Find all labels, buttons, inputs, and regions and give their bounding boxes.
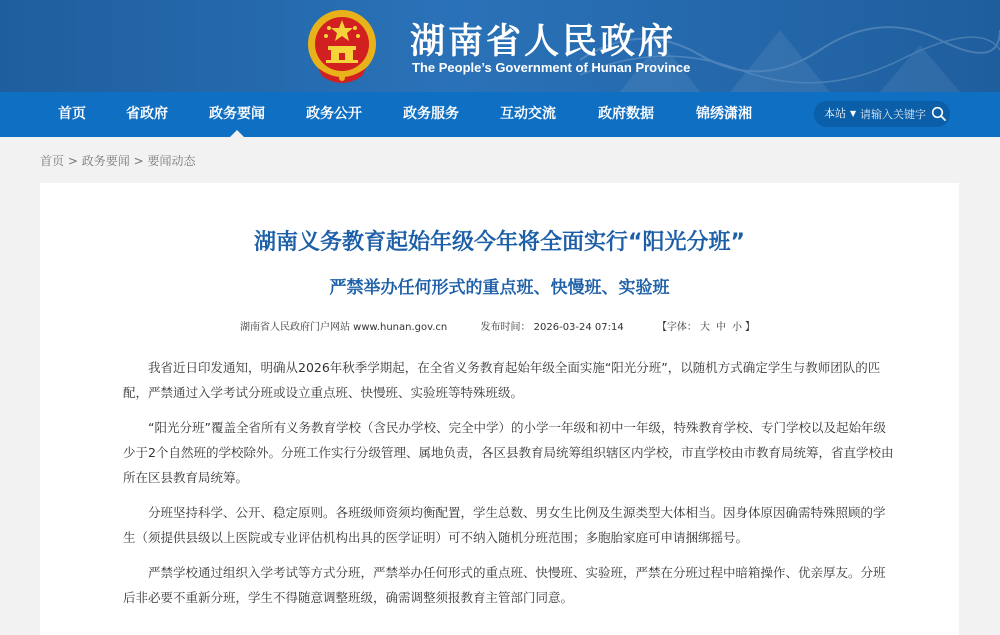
nav-item-government-services[interactable]: 政务服务 [403, 106, 459, 122]
national-emblem-icon [304, 6, 380, 86]
article-title: 湖南义务教育起始年级今年将全面实行“阳光分班” [254, 230, 745, 255]
article-meta [240, 318, 785, 333]
search-input[interactable] [860, 105, 930, 123]
font-size-large-button[interactable]: 大 [699, 322, 710, 333]
article-paragraph: 我省近日印发通知，明确从2026年秋季学期起，在全省义务教育起始年级全面实施“阳光分班”，以随机方式确定学生与教师团队的匹配，严禁通过入学考试分班或设立重点班、快慢班、实验班等特殊班级。 [123, 360, 881, 400]
site-title: 湖南省人民政府 [410, 22, 677, 62]
nav-item-provincial-government[interactable]: 省政府 [126, 106, 168, 122]
nav-item-splendid-xiaoxiang[interactable]: 锦绣潇湘 [696, 106, 752, 122]
breadcrumb-separator: > [133, 154, 144, 168]
nav-item-interaction[interactable]: 互动交流 [500, 106, 556, 122]
article-subtitle: 严禁举办任何形式的重点班、快慢班、实验班 [329, 278, 670, 298]
font-size-end: 】 [744, 322, 755, 333]
search-box [814, 101, 950, 127]
nav-item-government-data[interactable]: 政府数据 [598, 106, 654, 122]
search-scope-select[interactable]: 本站 [824, 107, 846, 120]
font-size-control [657, 322, 755, 333]
breadcrumb-home[interactable]: 首页 [40, 154, 65, 168]
breadcrumb-news-updates[interactable]: 要闻动态 [147, 154, 196, 168]
article-paragraph: 分班坚持科学、公开、稳定原则。各班级师资须均衡配置，学生总数、男女生比例及生源类型大体相当。因身体原因确需特殊照顾的学生（须提供县级以上医院或专业评估机构出具的医学证明）可不纳入随机分班范围；多胞胎家庭可申请捆绑摇号。 [123, 505, 886, 545]
article-body [123, 355, 896, 620]
font-size-medium-button[interactable]: 中 [715, 322, 726, 333]
search-icon[interactable] [931, 106, 946, 121]
site-header [0, 0, 1000, 92]
nav-item-home[interactable]: 首页 [58, 106, 86, 122]
site-subtitle: The People’s Government of Hunan Province [412, 60, 691, 75]
article-paragraph: “阳光分班”覆盖全省所有义务教育学校（含民办学校、完全中学）的小学一年级和初中一年级，特殊教育学校、专门学校以及起始年级少于2个自然班的学校除外。分班工作实行分级管理、属地负责，各区县教育局统筹组织辖区内学校，市直学校由市教育局统筹，省直学校由所在区县教育局统筹。 [123, 420, 894, 485]
article-publish-time: 发布时间： 2026-03-24 07:14 [480, 322, 624, 333]
caret-down-icon[interactable]: ▼ [850, 109, 857, 118]
article-paragraph: 严禁学校通过组织入学考试等方式分班，严禁举办任何形式的重点班、快慢班、实验班，严禁在分班过程中暗箱操作、优亲厚友。分班后非必要不重新分班，学生不得随意调整班级，确需调整须报教育主管部门同意。 [123, 565, 886, 605]
breadcrumb-government-news[interactable]: 政务要闻 [81, 154, 130, 168]
font-size-label: 【字体： [656, 322, 697, 333]
article-panel [40, 183, 959, 635]
font-size-small-button[interactable]: 小 [731, 322, 742, 333]
article-source: 湖南省人民政府门户网站 www.hunan.gov.cn [240, 322, 448, 333]
breadcrumb-separator: > [67, 154, 78, 168]
nav-item-government-affairs-open[interactable]: 政务公开 [306, 106, 362, 122]
breadcrumb [40, 152, 195, 169]
nav-item-government-news[interactable]: 政务要闻 [209, 92, 265, 137]
